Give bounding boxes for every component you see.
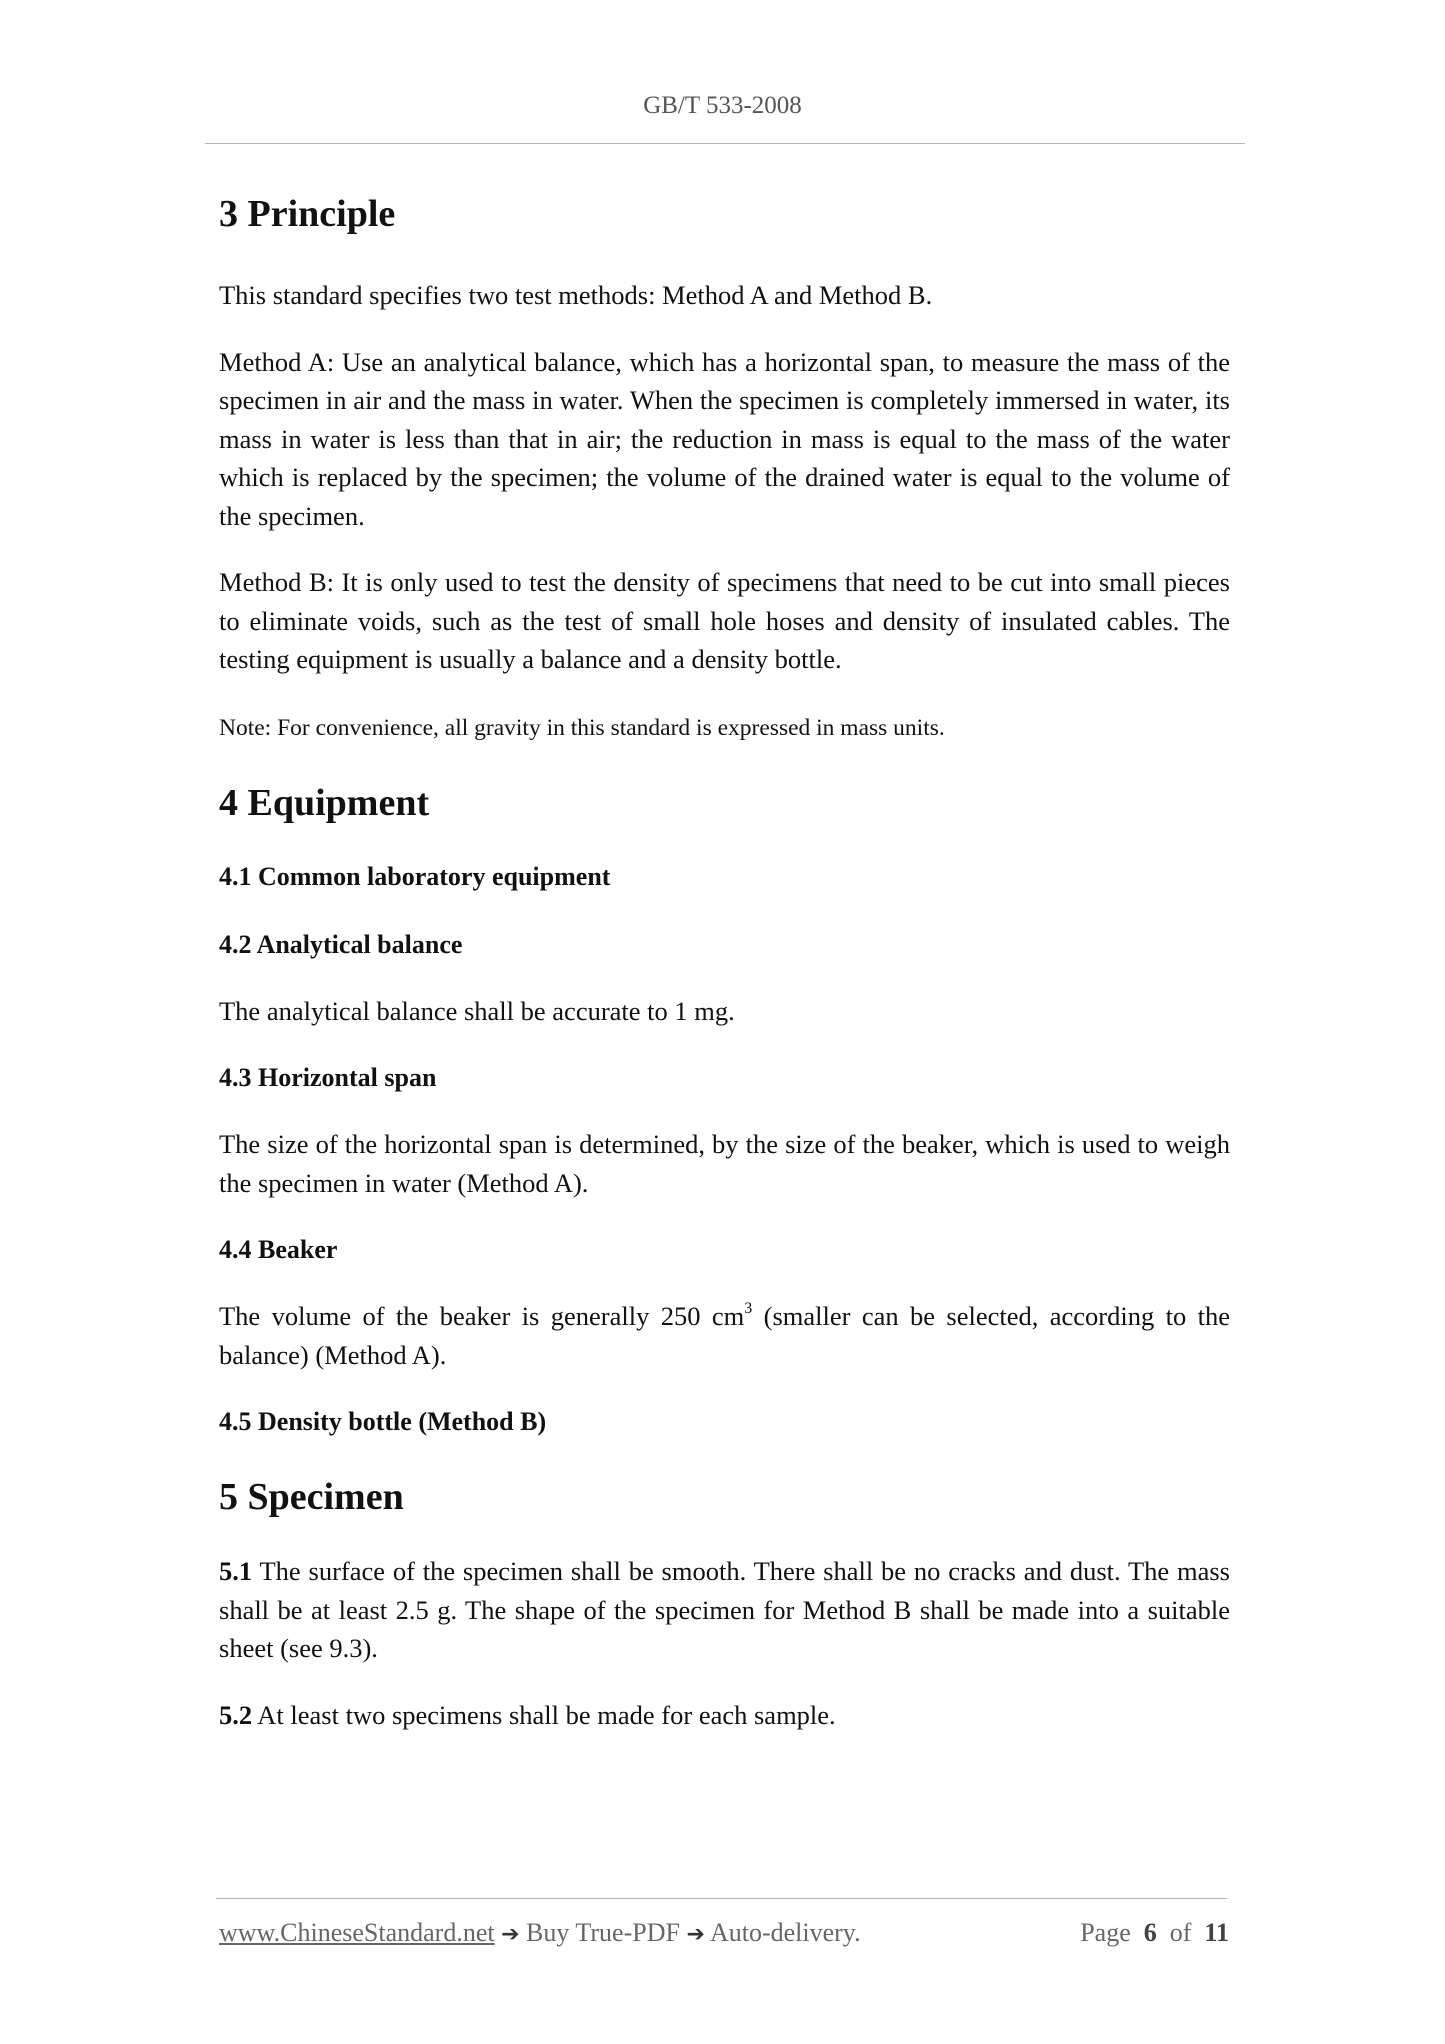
footer-promo	[219, 1918, 861, 1948]
section-3-paragraph-1: This standard specifies two test methods: Method A and Method B.	[219, 280, 933, 310]
page-indicator	[1080, 1918, 1229, 1948]
section-3-heading: 3 Principle	[219, 193, 396, 235]
arrow-right-icon: ➔	[686, 1922, 705, 1947]
subsection-4-4-heading: 4.4 Beaker	[219, 1235, 338, 1264]
subsection-4-3-heading: 4.3 Horizontal span	[219, 1063, 437, 1092]
subsection-4-5-heading: 4.5 Density bottle (Method B)	[219, 1407, 547, 1436]
header-title: GB/T 533-2008	[643, 92, 802, 119]
section-3-paragraph-method-b: Method B: It is only used to test the density of specimens that need to be cut into small pieces to eliminate voids, such as the test of small hole hoses and density of insulated cables. The testing equipment is usually a balance and a density bottle.	[219, 567, 1230, 674]
superscript-3: 3	[744, 1300, 753, 1318]
section-4-heading: 4 Equipment	[219, 781, 430, 824]
buy-true-pdf-text: Buy True-PDF	[519, 1918, 687, 1947]
of-label: of	[1169, 1918, 1192, 1947]
arrow-right-icon: ➔	[501, 1922, 520, 1947]
total-pages-number: 11	[1204, 1918, 1229, 1947]
section-5-heading: 5 Specimen	[219, 1476, 404, 1518]
beaker-volume-text: The volume of the beaker is generally 250 cm	[219, 1301, 745, 1331]
clause-5-2-text: At least two specimens shall be made for each sample.	[252, 1699, 836, 1730]
subsection-4-2-text: The analytical balance shall be accurate to 1 mg.	[219, 995, 735, 1026]
clause-5-2-number: 5.2	[219, 1699, 253, 1730]
footer-divider	[216, 1898, 1227, 1899]
document-body	[219, 188, 1230, 1734]
subsection-4-2-heading: 4.2 Analytical balance	[219, 929, 463, 959]
auto-delivery-text: Auto-delivery.	[704, 1918, 861, 1947]
clause-5-2	[219, 1696, 1230, 1735]
clause-5-1-number: 5.1	[219, 1556, 253, 1586]
section-3-note: Note: For convenience, all gravity in this standard is expressed in mass units.	[219, 714, 945, 741]
header-divider	[205, 143, 1245, 144]
subsection-4-4-text	[219, 1297, 1230, 1374]
subsection-4-3-text: The size of the horizontal span is determined, by the size of the beaker, which is used to weigh the specimen in water (Method A).	[219, 1129, 1230, 1198]
subsection-4-1-heading: 4.1 Common laboratory equipment	[219, 861, 611, 891]
current-page-number: 6	[1143, 1918, 1157, 1947]
section-3-paragraph-method-a: Method A: Use an analytical balance, which has a horizontal span, to measure the mass of the specimen in air and the mass in water. When the specimen is completely immersed in water, its mass in water is less than that in air; the reduction in mass is equal to the mass of the water which is replaced by the specimen; the volume of the drained water is equal to the volume of the specimen.	[219, 346, 1230, 531]
website-link[interactable]: www.ChineseStandard.net	[219, 1918, 495, 1947]
clause-5-1-text: The surface of the specimen shall be smooth. There shall be no cracks and dust. The mass shall be at least 2.5 g. The shape of the specimen for Method B shall be made into a suitable sheet (see 9.3).	[219, 1556, 1230, 1663]
clause-5-1	[219, 1552, 1230, 1668]
beaker-volume-text-end: (smaller can be selected, according to the balance) (Method A).	[219, 1301, 1231, 1370]
page-label: Page	[1080, 1918, 1131, 1947]
